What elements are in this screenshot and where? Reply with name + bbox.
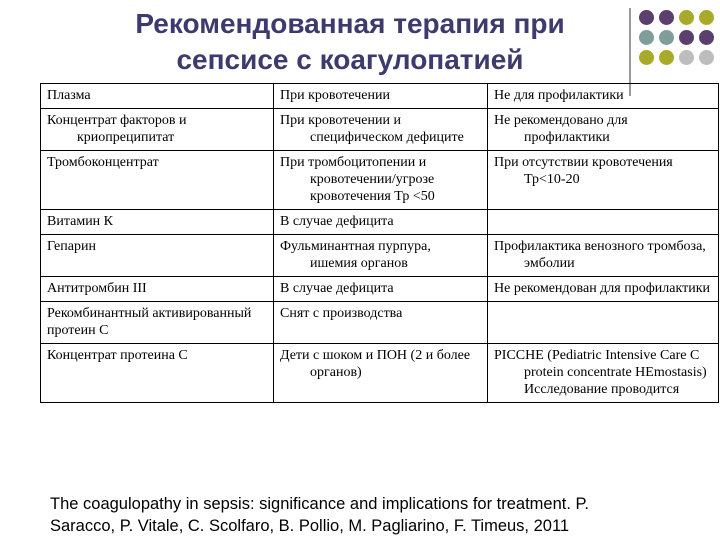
cell-text: В случае дефицита [280,281,394,296]
cell-text: В случае дефицита [280,214,394,229]
cell-text: Тромбоконцентрат [47,155,159,170]
table-cell-note [488,302,719,344]
table-row [41,151,719,210]
table-cell-indication [274,84,488,109]
decorative-dot [659,10,674,25]
slide-title-line-2: сепсисе с коагулопатией [176,44,524,75]
slide-title-line-1: Рекомендованная терапия при [135,8,565,39]
table-cell-note [488,109,719,151]
table-cell-agent [41,235,274,277]
cell-text: При отсутствии кровотечения Тр<10-20 [494,155,673,187]
cell-text: Не рекомендован для профилактики [494,281,711,296]
decorative-dot [679,50,694,65]
cell-text: Не рекомендовано для профилактики [494,113,628,145]
table-cell-indication [274,109,488,151]
table-cell-agent [41,302,274,344]
cell-text: При кровотечении и специфическом дефиците [280,113,464,145]
table-cell-indication [274,277,488,302]
decorative-dot [659,30,674,45]
cell-text: При тромбоцитопении и кровотечении/угрозе кровотечения Тр <50 [280,155,435,204]
table-row [41,235,719,277]
cell-text: Плазма [47,88,91,103]
decorative-dot [639,10,654,25]
cell-text: Рекомбинантный активированный протеин С [47,306,252,338]
decorative-dot [699,50,714,65]
citation-line-2: Saracco, P. Vitale, C. Scolfaro, B. Pollio, M. Pagliarino, F. Timeus, 2011 [50,517,570,535]
cell-text: Не для профилактики [494,88,624,103]
table-cell-note [488,151,719,210]
table-cell-indication [274,235,488,277]
decorative-dot [699,10,714,25]
table-cell-indication [274,210,488,235]
cell-text: Дети с шоком и ПОН (2 и более органов) [280,348,471,380]
table-cell-agent [41,84,274,109]
table-row [41,302,719,344]
table-row [41,109,719,151]
decorative-dot-grid [639,10,716,67]
table-cell-note [488,277,719,302]
citation-line-1: The coagulopathy in sepsis: significance and implications for treatment. P. [50,495,589,513]
table-cell-agent [41,344,274,403]
decorative-dot [639,50,654,65]
cell-text: Концентрат факторов и криопреципитат [47,113,187,145]
slide-title [70,6,630,78]
cell-text: Концентрат протеина С [47,348,188,363]
table-row [41,277,719,302]
cell-text: Антитромбин III [47,281,147,296]
decorative-dot [699,30,714,45]
decorative-dot [659,50,674,65]
table-row [41,84,719,109]
decorative-dot [679,10,694,25]
cell-text: PICCHE (Pediatric Intensive Care C protein concentrate HEmostasis) Исследование проводится [494,348,707,397]
table-row [41,210,719,235]
cell-text: Витамин К [47,214,114,229]
table-cell-note [488,344,719,403]
decorative-dot [639,30,654,45]
table-cell-note [488,84,719,109]
table-cell-agent [41,210,274,235]
table-cell-agent [41,277,274,302]
cell-text: Профилактика венозного тромбоза, эмболии [494,239,706,271]
cell-text: Гепарин [47,239,96,254]
therapy-table [40,83,719,403]
table-cell-indication [274,344,488,403]
table-cell-indication [274,302,488,344]
table-cell-note [488,235,719,277]
table-cell-agent [41,109,274,151]
cell-text: При кровотечении [280,88,390,103]
table-cell-note [488,210,719,235]
citation [50,493,710,537]
cell-text: Снят с производства [280,306,403,321]
table-cell-indication [274,151,488,210]
cell-text: Фульминантная пурпура, ишемия органов [280,239,431,271]
table-cell-agent [41,151,274,210]
table-row [41,344,719,403]
decorative-dot [679,30,694,45]
